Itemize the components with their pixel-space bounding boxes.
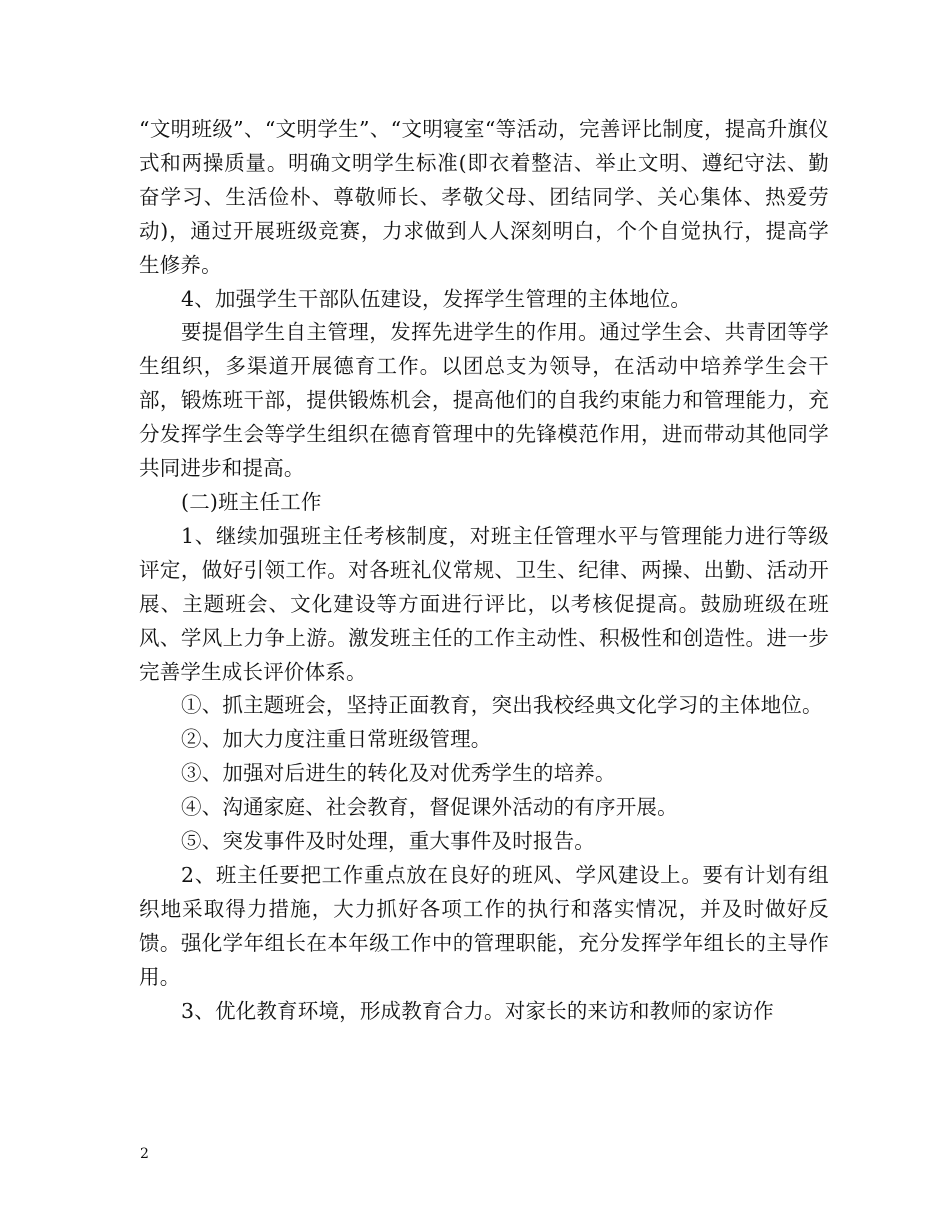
- paragraph-2: 4、加强学生干部队伍建设，发挥学生管理的主体地位。: [181, 286, 692, 311]
- section-heading: (二)班主任工作: [181, 489, 322, 514]
- paragraph-5: 2、班主任要把工作重点放在良好的班风、学风建设上。要有计划有组织地采取得力措施，大力抓好各项工作的执行和落实情况，并及时做好反馈。强化学年组长在本年级工作中的管理职能，充分发挥学年组长的主导作用。: [139, 862, 829, 989]
- page-number: 2: [140, 1146, 149, 1162]
- list-item-2: ②、加大力度注重日常班级管理。: [181, 727, 492, 752]
- paragraph-4: 1、继续加强班主任考核制度，对班主任管理水平与管理能力进行等级评定，做好引领工作。对各班礼仪常规、卫生、纪律、两操、出勤、活动开展、主题班会、文化建设等方面进行评比，以考核促提高。鼓励班级在班风、学风上力争上游。激发班主任的工作主动性、积极性和创造性。进一步完善学生成长评价体系。: [139, 523, 829, 684]
- list-item-5: ⑤、突发事件及时处理，重大事件及时报告。: [181, 829, 595, 854]
- paragraph-1: “文明班级”、“文明学生”、“文明寝室“等活动，完善评比制度，提高升旗仪式和两操质量。明确文明学生标准(即衣着整洁、举止文明、遵纪守法、勤奋学习、生活俭朴、尊敬师长、孝敬父母、团结同学、关心集体、热爱劳动)，通过开展班级竞赛，力求做到人人深刻明白，个个自觉执行，提高学生修养。: [139, 117, 829, 277]
- page-body: [139, 113, 829, 1028]
- paragraph-6: 3、优化教育环境，形成教育合力。对家长的来访和教师的家访作: [181, 998, 774, 1023]
- paragraph-3: 要提倡学生自主管理，发挥先进学生的作用。通过学生会、共青团等学生组织，多渠道开展德育工作。以团总支为领导，在活动中培养学生会干部，锻炼班干部，提供锻炼机会，提高他们的自我约束能力和管理能力，充分发挥学生会等学生组织在德育管理中的先锋模范作用，进而带动其他同学共同进步和提高。: [139, 320, 829, 481]
- list-item-3: ③、加强对后进生的转化及对优秀学生的培养。: [181, 761, 616, 786]
- list-item-4: ④、沟通家庭、社会教育，督促课外活动的有序开展。: [181, 795, 678, 820]
- list-item-1: ①、抓主题班会，坚持正面教育，突出我校经典文化学习的主体地位。: [181, 693, 823, 718]
